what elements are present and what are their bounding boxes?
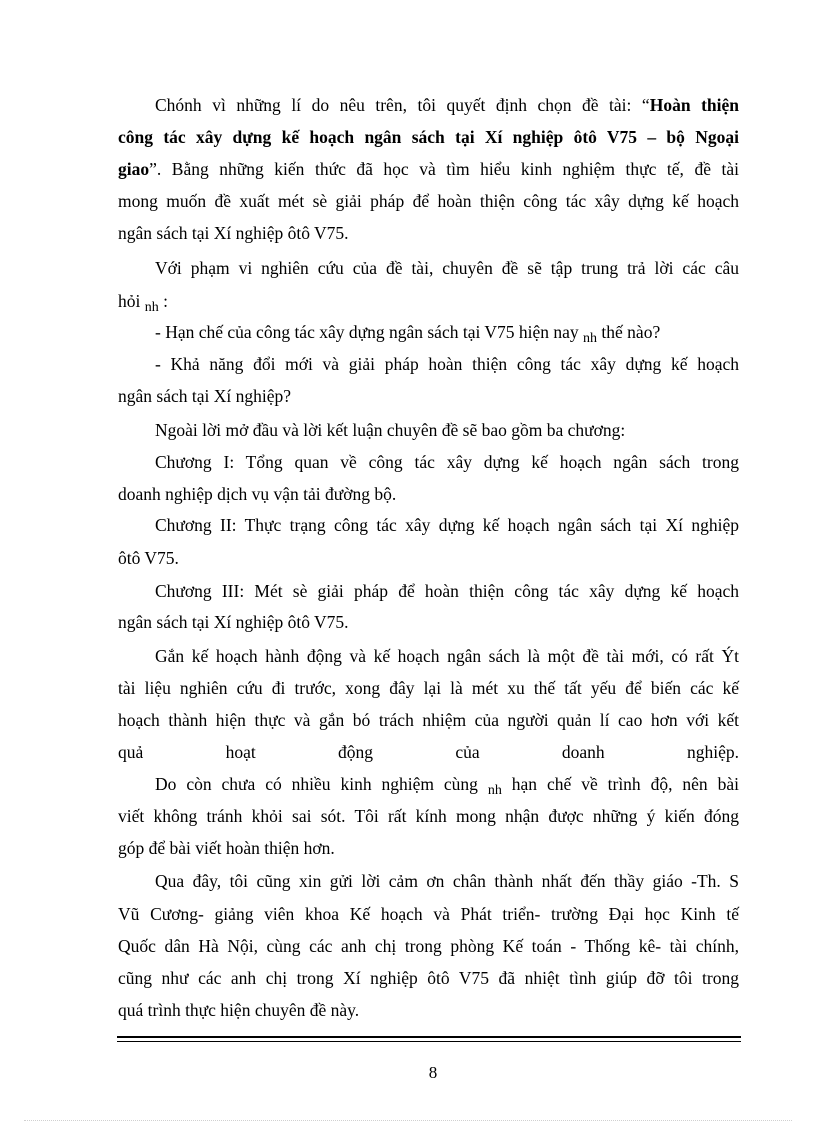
- paragraph-1-line-3: giao”. Bằng những kiến thức đã học và tìm hiểu kinh nghiệm thực tế, đề tài: [118, 159, 739, 179]
- paragraph-10-line-3: góp để bài viết hoàn thiện hơn.: [118, 838, 335, 858]
- paragraph-11-line-3: Quốc dân Hà Nội, cùng các anh chị trong phòng Kế toán - Thống kê- tài chính,: [118, 936, 739, 956]
- paragraph-7-line-1: Chương II: Thực trạng công tác xây dựng kế hoạch ngân sách tại Xí nghiệp: [155, 515, 739, 535]
- paragraph-10-line-2: viết không tránh khỏi sai sót. Tôi rất kính mong nhận được những ý kiến đóng: [118, 806, 739, 826]
- paragraph-11-line-1: Qua đây, tôi cũng xin gửi lời cảm ơn chân thành nhất đến thầy giáo -Th. S: [155, 871, 739, 891]
- paragraph-2-line-1: Với phạm vi nghiên cứu của đề tài, chuyên đề sẽ tập trung trả lời các câu: [155, 258, 739, 278]
- paragraph-9-line-1: Gắn kế hoạch hành động và kế hoạch ngân sách là một đề tài mới, có rất Ýt: [155, 646, 739, 666]
- paragraph-10-line-1: Do còn chưa có nhiều kinh nghiệm cùng nh hạn chế về trình độ, nên bài: [155, 774, 739, 798]
- paragraph-5-line-1: Ngoài lời mở đầu và lời kết luận chuyên đề sẽ bao gồm ba chương:: [155, 420, 626, 440]
- paragraph-9-line-2: tài liệu nghiên cứu đi trước, xong đây lại là mét xu thế tất yếu để biến các kế: [118, 678, 739, 698]
- paragraph-6-line-1: Chương I: Tổng quan về công tác xây dựng kế hoạch ngân sách trong: [155, 452, 739, 472]
- paragraph-7-line-2: ôtô V75.: [118, 548, 179, 568]
- paragraph-9-line-4: quả hoạt động của doanh nghiệp.: [118, 742, 739, 762]
- paragraph-8-line-1: Chương III: Mét sè giải pháp để hoàn thiện công tác xây dựng kế hoạch: [155, 581, 739, 601]
- page-number: 8: [428, 1063, 438, 1082]
- paragraph-6-line-2: doanh nghiệp dịch vụ vận tải đường bộ.: [118, 484, 397, 504]
- paragraph-8-line-2: ngân sách tại Xí nghiệp ôtô V75.: [118, 612, 349, 632]
- footer-rule-thin: [117, 1041, 741, 1042]
- paragraph-4-line-1: - Khả năng đổi mới và giải pháp hoàn thiện công tác xây dựng kế hoạch: [155, 354, 739, 374]
- footer-rule-thick: [117, 1036, 741, 1038]
- paragraph-11-line-2: Vũ Cương- giảng viên khoa Kế hoạch và Phát triển- trường Đại học Kinh tế: [118, 904, 739, 924]
- paragraph-2-line-2: hỏi nh :: [118, 291, 168, 315]
- paragraph-9-line-3: hoạch thành hiện thực và gắn bó trách nhiệm của người quản lí cao hơn với kết: [118, 710, 739, 730]
- paragraph-1-line-1: Chónh vì những lí do nêu trên, tôi quyết định chọn đề tài: “Hoàn thiện: [155, 95, 739, 115]
- paragraph-1-line-2: công tác xây dựng kế hoạch ngân sách tại Xí nghiệp ôtô V75 – bộ Ngoại: [118, 127, 739, 147]
- paragraph-11-line-4: cũng như các anh chị trong Xí nghiệp ôtô V75 đã nhiệt tình giúp đỡ tôi trong: [118, 968, 739, 988]
- paragraph-1-line-4: mong muốn đề xuất mét sè giải pháp để hoàn thiện công tác xây dựng kế hoạch: [118, 191, 739, 211]
- paragraph-4-line-2: ngân sách tại Xí nghiệp?: [118, 386, 292, 406]
- paragraph-1-line-5: ngân sách tại Xí nghiệp ôtô V75.: [118, 223, 349, 243]
- paragraph-3-line-1: - Hạn chế của công tác xây dựng ngân sách tại V75 hiện nay nh thế nào?: [155, 322, 661, 346]
- paragraph-11-line-5: quá trình thực hiện chuyên đề này.: [118, 1000, 360, 1020]
- page-bottom-border: [24, 1120, 792, 1121]
